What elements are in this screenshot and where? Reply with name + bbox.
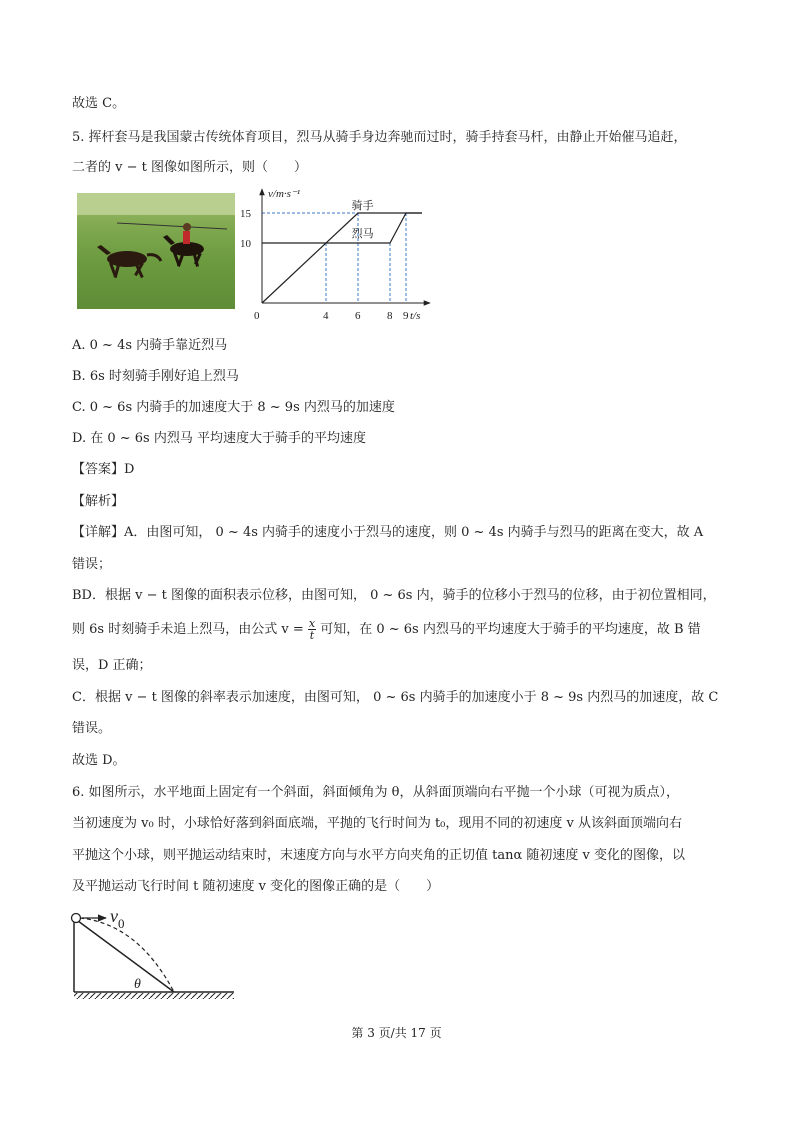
q6-line-3: 平抛这个小球，则平抛运动结束时，末速度方向与水平方向夹角的正切值 tanα 随初速度 v 变化的图像，以 xyxy=(72,848,686,863)
detail-line-7: 错误。 xyxy=(72,721,112,736)
vt-chart xyxy=(238,183,438,323)
q5-stem-line2: 二者的 v − t 图像如图所示，则（ ） xyxy=(72,160,307,175)
q6-line-4: 及平抛运动飞行时间 t 随初速度 v 变化的图像正确的是（ ） xyxy=(72,879,440,894)
answer: 【答案】D xyxy=(72,462,135,477)
ball xyxy=(72,914,81,923)
detail-line-2: 错误； xyxy=(72,557,112,572)
page-footer: 第 3 页/共 17 页 xyxy=(351,1026,442,1040)
detail-line-6: C．根据 v − t 图像的斜率表示加速度，由图可知， 0 ~ 6s 内骑手的加速度小于 8 ~ 9s 内烈马的加速度，故 C xyxy=(72,690,719,705)
y-tick-15: 15 xyxy=(240,208,251,220)
ground-hatching xyxy=(74,993,234,999)
q6-line-2: 当初速度为 v₀ 时，小球恰好落到斜面底端，平抛的飞行时间为 t₀，现用不同的初速度 v 从该斜面顶端向右 xyxy=(72,816,682,831)
q6-line-1: 6. 如图所示，水平地面上固定有一个斜面，斜面倾角为 θ，从斜面顶端向右平抛一个小球（可视为质点）， xyxy=(72,785,679,800)
option-a: A. 0 ~ 4s 内骑手靠近烈马 xyxy=(72,338,228,353)
x-tick-6: 6 xyxy=(355,310,361,322)
detail-line-4-pre: 则 6s 时刻骑手未追上烈马，由公式 v = xyxy=(72,622,304,637)
detail-line-1: 【详解】A．由图可知， 0 ~ 4s 内骑手的速度小于烈马的速度，则 0 ~ 4s 内骑手与烈马的距离在变大，故 A xyxy=(72,525,704,540)
detail-line-4-post: 可知，在 0 ~ 6s 内烈马的平均速度大于骑手的平均速度，故 B 错 xyxy=(320,622,701,637)
x-axis-label: t/s xyxy=(410,310,421,322)
series-label-rider: 骑手 xyxy=(351,200,374,212)
y-tick-10: 10 xyxy=(240,238,251,250)
horse-riding-illustration xyxy=(77,193,235,309)
detail-line-3: BD．根据 v − t 图像的面积表示位移，由图可知， 0 ~ 6s 内，骑手的位移小于烈马的位移，由于初位置相同， xyxy=(72,588,716,603)
detail-line-5: 误，D 正确； xyxy=(72,658,152,673)
x-tick-4: 4 xyxy=(323,310,329,322)
theta-label: θ xyxy=(134,977,141,992)
y-axis-label: v/m·s⁻¹ xyxy=(268,188,301,200)
series-label-horse: 烈马 xyxy=(351,228,374,240)
x-tick-9: 9 xyxy=(403,310,409,322)
incline-figure xyxy=(66,902,241,1002)
detail-line-8: 故选 D。 xyxy=(72,753,126,768)
origin-label: 0 xyxy=(254,310,260,322)
fraction-numerator: x xyxy=(308,617,316,630)
horse-riding-photo xyxy=(77,193,235,309)
series-line-0 xyxy=(262,213,422,303)
detail-line-4 xyxy=(72,618,701,641)
x-tick-8: 8 xyxy=(387,310,393,322)
q5-stem-line1: 5. 挥杆套马是我国蒙古传统体育项目，烈马从骑手身边奔驰而过时，骑手持套马杆，由静止开始催马追赶， xyxy=(72,130,687,145)
q4-conclusion: 故选 C。 xyxy=(72,96,126,111)
option-b: B. 6s 时刻骑手刚好追上烈马 xyxy=(72,369,239,384)
fraction-denominator: t xyxy=(309,629,315,642)
v0-label: $v_0$ xyxy=(110,906,125,931)
option-d: D. 在 0 ~ 6s 内烈马 平均速度大于骑手的平均速度 xyxy=(72,431,366,446)
analysis-heading: 【解析】 xyxy=(72,494,125,509)
fraction-x-over-t xyxy=(308,618,316,641)
option-c: C. 0 ~ 6s 内骑手的加速度大于 8 ~ 9s 内烈马的加速度 xyxy=(72,400,395,415)
